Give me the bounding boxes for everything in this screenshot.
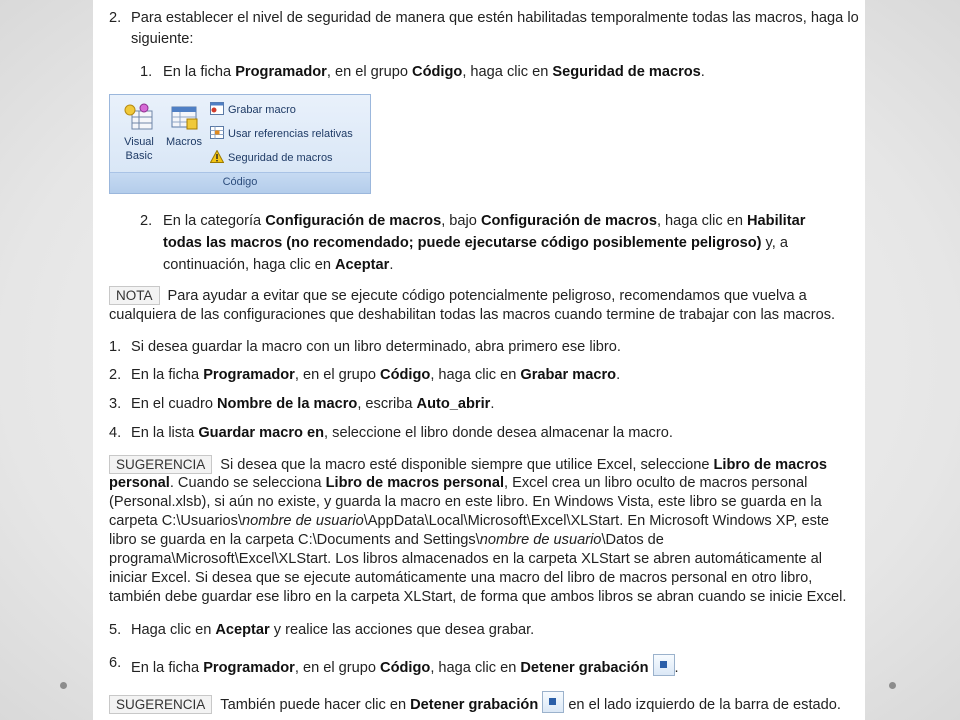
- substep2-line3: continuación, haga clic en Aceptar.: [163, 257, 394, 273]
- step-number: 2.: [109, 10, 122, 26]
- slide-dot-left: [60, 682, 67, 689]
- warning-icon: [210, 150, 224, 163]
- step1-text: Si desea guardar la macro con un libro determinado, abra primero ese libro.: [131, 339, 621, 355]
- nota-label: NOTA: [109, 286, 160, 305]
- step3-text: En el cuadro Nombre de la macro, escriba Auto_abrir.: [131, 396, 495, 412]
- visual-basic-label-1: Visual: [124, 136, 154, 148]
- visual-basic-button[interactable]: [118, 103, 160, 163]
- sugerencia1-line7: iniciar Excel. Si desea que se ejecute automáticamente una macro del libro de macros personal en otro libro,: [109, 570, 813, 586]
- step-number: 4.: [109, 425, 122, 441]
- ribbon-codigo-group: [109, 94, 371, 194]
- stop-recording-icon: [653, 654, 675, 676]
- substep2-line2: todas las macros (no recomendado; puede ejecutarse código posiblemente peligroso) y, a: [163, 235, 788, 251]
- sugerencia-label: SUGERENCIA: [109, 455, 212, 474]
- grabar-macro-label: Grabar macro: [228, 104, 296, 116]
- relative-references-icon: [210, 126, 224, 139]
- step4-text: En la lista Guardar macro en, seleccione el libro donde desea almacenar la macro.: [131, 425, 673, 441]
- substep1-text: En la ficha Programador, en el grupo Código, haga clic en Seguridad de macros.: [163, 64, 705, 80]
- sugerencia1-line8: también debe guardar ese libro en la carpeta XLStart, de forma que ambos libros se abran cuando se inicie Excel.: [109, 589, 847, 605]
- ribbon-group-label: Código: [110, 172, 370, 193]
- substep2-line1: En la categoría Configuración de macros, bajo Configuración de macros, haga clic en Habilitar: [163, 213, 806, 229]
- substep-number: 1.: [140, 64, 153, 80]
- step2-line1: Para establecer el nivel de seguridad de manera que estén habilitadas temporalmente todas las macros, haga lo: [131, 10, 859, 26]
- nota-line2: cualquiera de las configuraciones que deshabilitan todas las macros cuando termine de trabajar con las macros.: [109, 307, 836, 323]
- step-number: 5.: [109, 622, 122, 638]
- stop-recording-icon: [542, 691, 564, 713]
- sugerencia1-line2: personal. Cuando se selecciona Libro de macros personal, Excel crea un libro oculto de macros personal: [109, 475, 808, 491]
- seguridad-macros-label: Seguridad de macros: [228, 152, 333, 164]
- substep-number: 2.: [140, 213, 153, 229]
- macros-label: Macros: [165, 136, 203, 148]
- usar-referencias-label: Usar referencias relativas: [228, 128, 353, 140]
- step2b-text: En la ficha Programador, en el grupo Código, haga clic en Grabar macro.: [131, 367, 621, 383]
- macros-icon: [169, 103, 199, 131]
- nota-line1: NOTA Para ayudar a evitar que se ejecute código potencialmente peligroso, recomendamos que vuelva a: [109, 286, 807, 306]
- sugerencia2-line: SUGERENCIA También puede hacer clic en Detener grabación en el lado izquierdo de la barra de estado.: [109, 691, 841, 715]
- step6-text: En la ficha Programador, en el grupo Código, haga clic en Detener grabación .: [131, 654, 679, 678]
- sugerencia-label: SUGERENCIA: [109, 695, 212, 714]
- slide-dot-right: [889, 682, 896, 689]
- sugerencia1-line5: libro se guarda en la carpeta C:\Documents and Settings\nombre de usuario\Datos de: [109, 532, 664, 548]
- sugerencia1-line4: carpeta C:\Usuarios\nombre de usuario\AppData\Local\Microsoft\Excel\XLStart. En Microsoft Windows XP, este: [109, 513, 830, 529]
- step-number: 3.: [109, 396, 122, 412]
- visual-basic-icon: [124, 103, 154, 131]
- sugerencia1-line6: programa\Microsoft\Excel\XLStart. Los libros almacenados en la carpeta XLStart se abren automáticamente al: [109, 551, 823, 567]
- step5-text: Haga clic en Aceptar y realice las acciones que desea grabar.: [131, 622, 535, 638]
- sugerencia1-line1: SUGERENCIA Si desea que la macro esté disponible siempre que utilice Excel, seleccione Libro de macros: [109, 455, 827, 475]
- step2-line2: siguiente:: [131, 31, 194, 47]
- seguridad-macros-button[interactable]: [210, 150, 333, 166]
- sugerencia1-line3: (Personal.xlsb), si aún no existe, y guarda la macro en este libro. En Windows Vista, este libro se guarda en la: [109, 494, 822, 510]
- step-number: 6.: [109, 655, 122, 671]
- grabar-macro-button[interactable]: [210, 102, 296, 118]
- step-number: 1.: [109, 339, 122, 355]
- usar-referencias-button[interactable]: [210, 126, 353, 142]
- step-number: 2.: [109, 367, 122, 383]
- record-macro-icon: [210, 102, 224, 115]
- visual-basic-label-2: Basic: [125, 150, 153, 162]
- macros-button[interactable]: [164, 103, 204, 149]
